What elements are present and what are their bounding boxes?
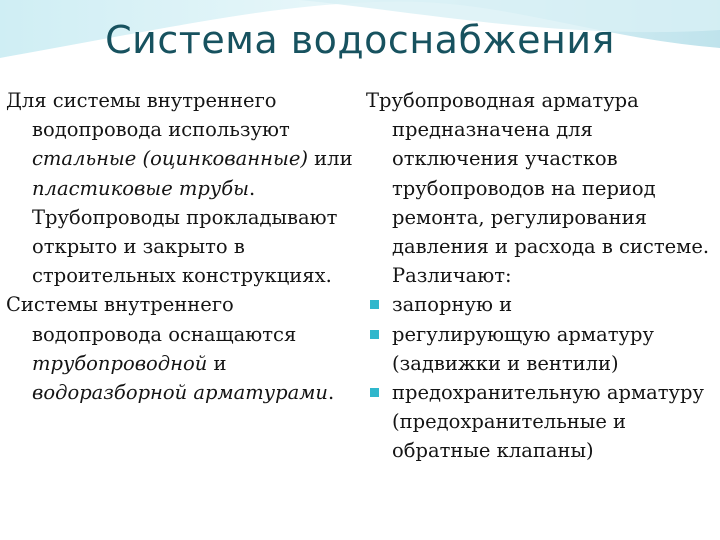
- square-bullet-icon: [370, 300, 379, 309]
- square-bullet-icon: [370, 388, 379, 397]
- square-bullet-icon: [370, 330, 379, 339]
- left-column: [6, 86, 356, 407]
- list-item-text: регулирующую арматуру (задвижки и вентили): [392, 322, 654, 375]
- text: .: [327, 381, 335, 405]
- text: или: [307, 147, 353, 171]
- text: Для системы внутреннего водопровода используют: [6, 89, 290, 142]
- text-italic: пластиковые трубы: [32, 176, 249, 200]
- text-italic: водоразборной арматурами: [32, 381, 328, 405]
- list-item-text: запорную и: [392, 293, 513, 317]
- list-item: [366, 290, 716, 319]
- text: . Трубопроводы прокладывают открыто и закрыто в строительных конструкциях.: [32, 176, 338, 288]
- paragraph-pipes: [6, 86, 356, 290]
- text: Системы внутреннего водопровода оснащаются: [6, 293, 297, 346]
- paragraph-fittings-purpose: Трубопроводная арматура предназначена для отключения участков трубопроводов на период ремонта, регулирования давления и расхода в системе. Различают:: [366, 89, 710, 288]
- right-column: [366, 86, 716, 466]
- text: и: [207, 351, 227, 375]
- paragraph-fittings: [6, 290, 356, 407]
- slide-title: Система водоснабжения: [105, 18, 615, 62]
- fittings-list: [366, 290, 716, 465]
- text-italic: стальные (оцинкованные): [32, 147, 308, 171]
- list-item-text: предохранительную арматуру (предохранительные и обратные клапаны): [392, 381, 704, 463]
- list-item: [366, 320, 716, 378]
- list-item: [366, 378, 716, 466]
- text-italic: трубопроводной: [32, 351, 208, 375]
